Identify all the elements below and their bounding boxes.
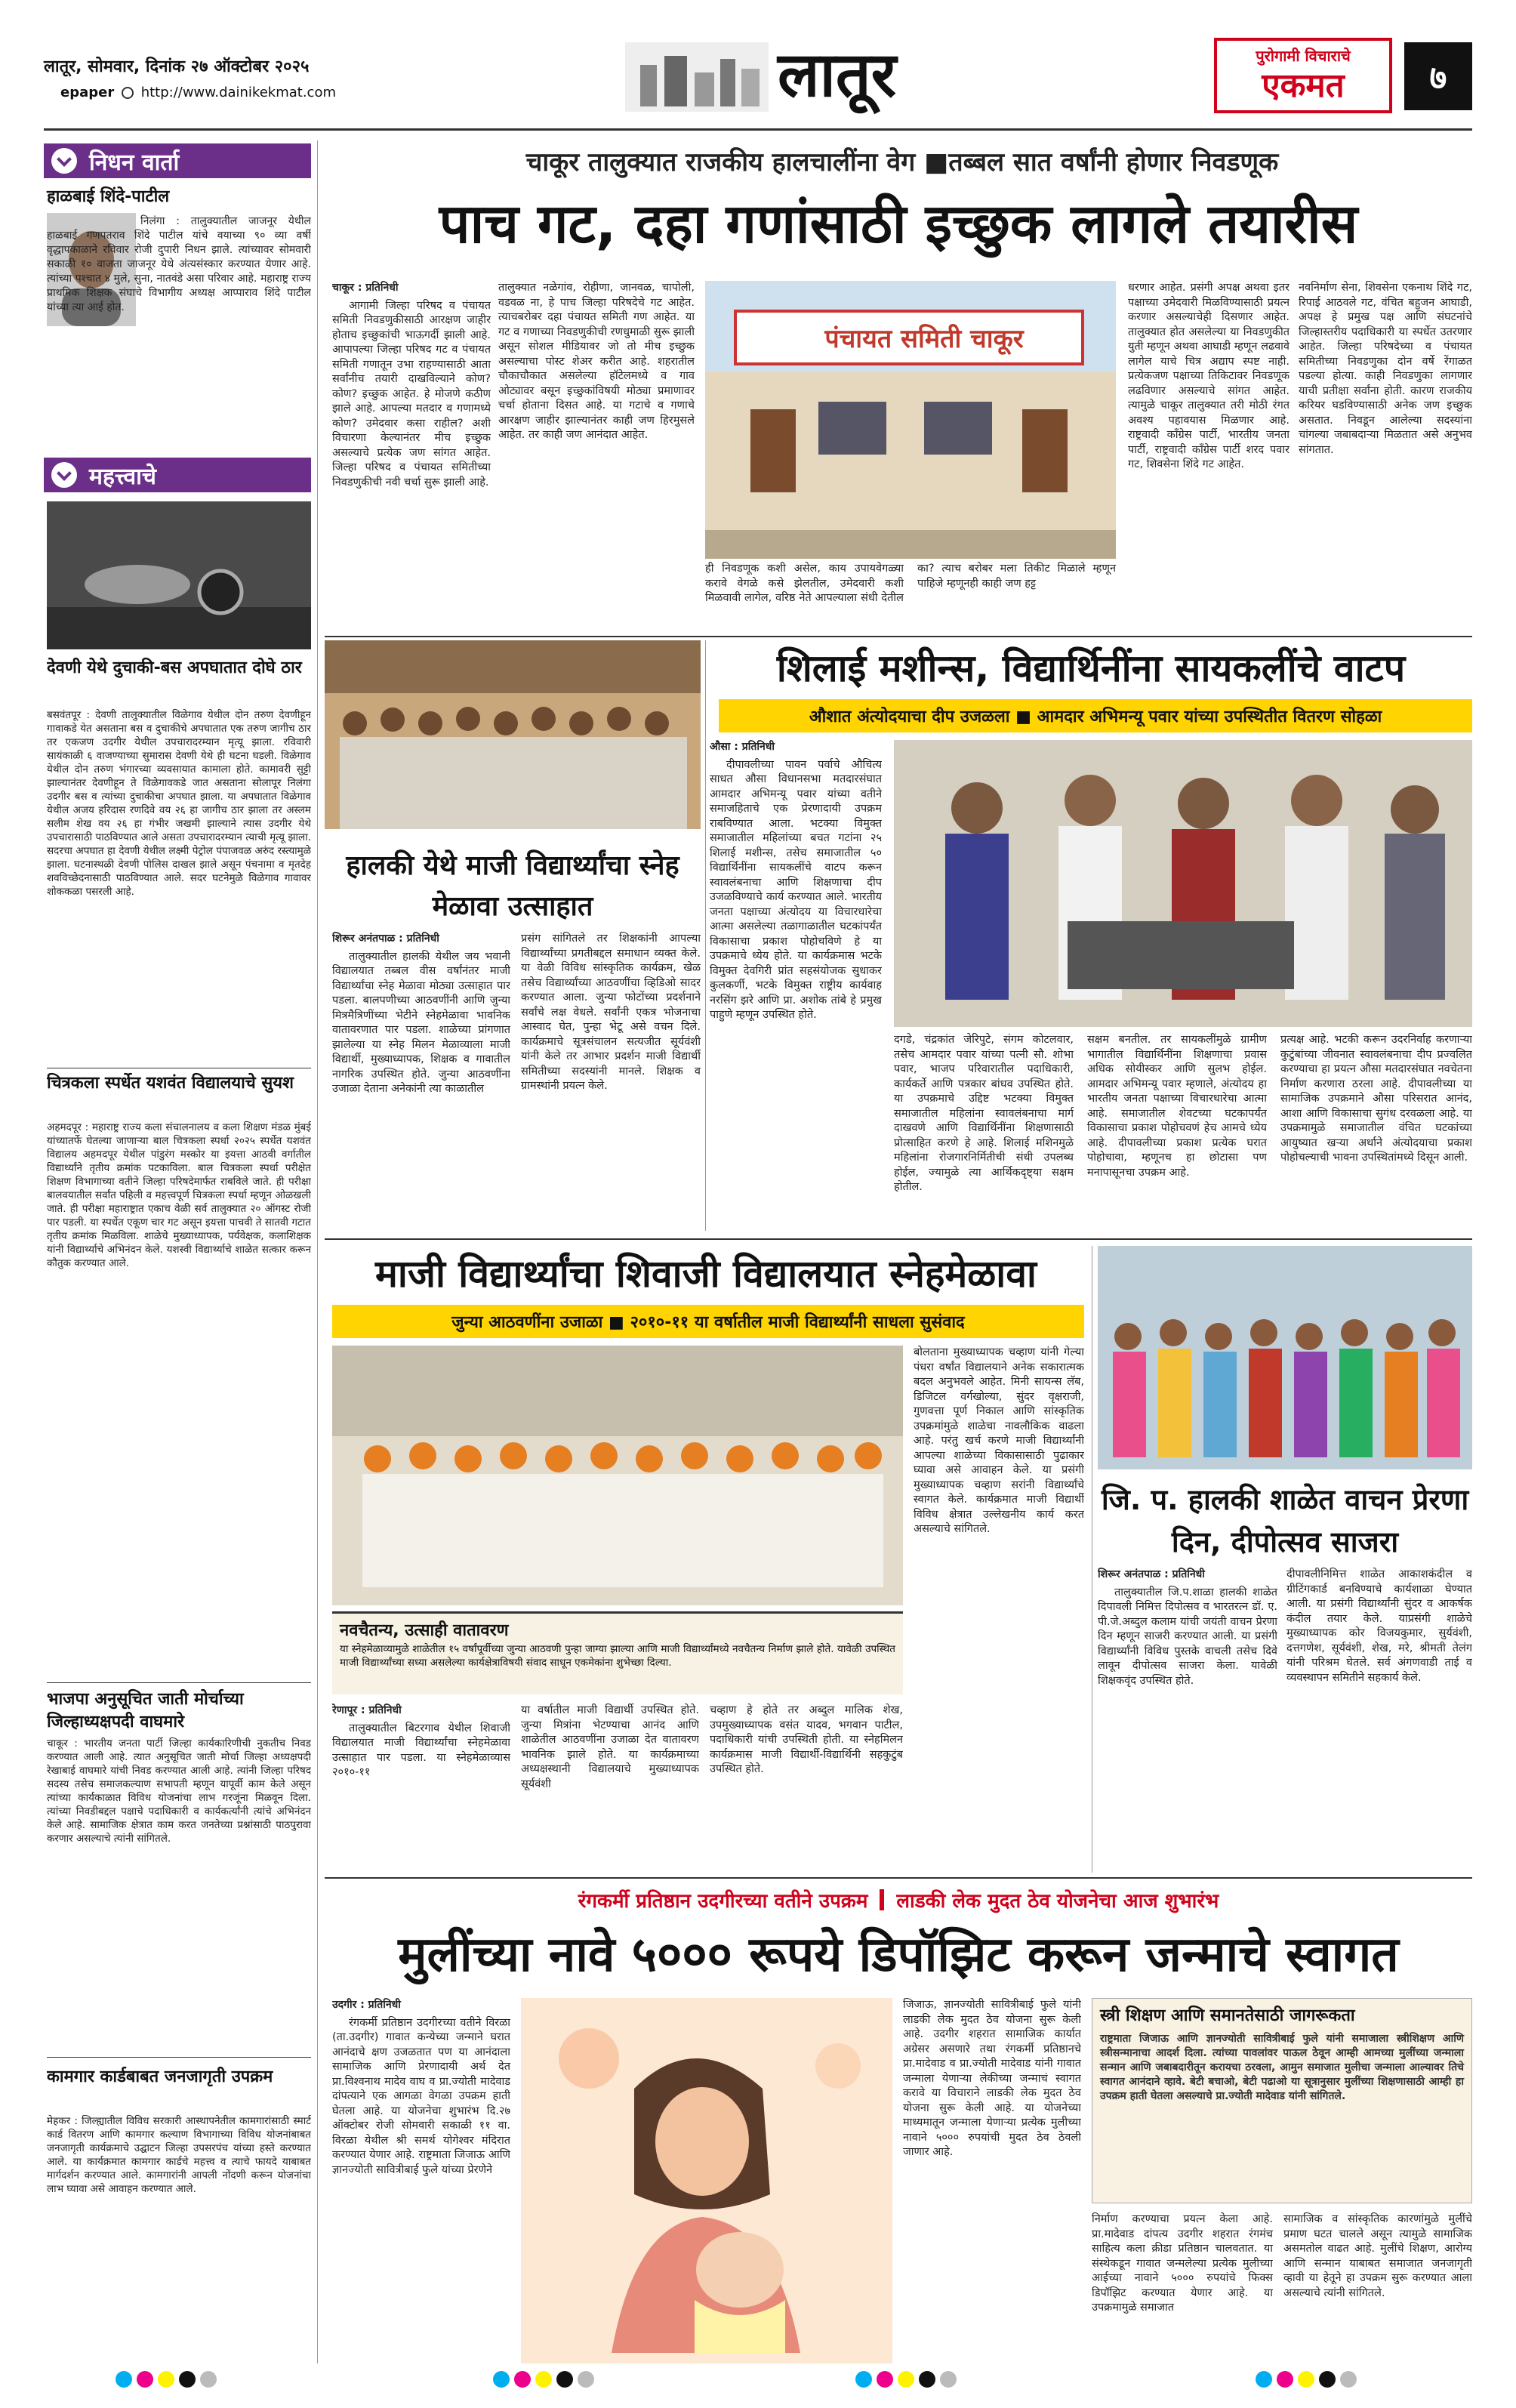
cyan-dot — [116, 2371, 132, 2388]
story5-column-2: दीपावलीनिमित्त शाळेत आकाशकंदील व ग्रीटिंगकार्ड बनविण्याचे कार्यशाळा घेण्यात आली. या प्रसंगी विद्यार्थ्यांनी सुंदर व आकर्षक कंदील तयार केले. याप्रसंगी शाळेचे मुख्याध्यापक कोर विजयकुमार, सुर्यवंशी, दत्तगणेश, सूर्यवंशी, शेख, मरे, श्रीमती तेलंग यांनी परिश्रम घेतले. सर्व अंगणवाडी ताई व व्यवस्थापन समितीने सहकार्य केले. — [1286, 1568, 1472, 1684]
story-body: बसवंतपूर : देवणी तालुक्यातील विळेगाव येथील दोन तरुण देवणीहून गावाकडे येत असताना बस व दुचाकीचे अपघातात एक तरुण जागीच ठार तर एकजण उदगीर येथील उपचारादरम्यान मृत्यू झाला. रविवारी सायंकाळी ६ वाजण्याच्या सुमारास देवणी येथे ही घटना घडली. विळेगाव येथील दोन तरुण भंगारच्या व्यवसायात कामाला होते. कामावरी सुट्टी झाल्यानंतर देवणीहून ते विळेगावकडे जात असताना सोलापूर निलंगा उदगीर बस व त्यांच्या दुचाकीचा अपघात झाला. या अपघातात विळेगाव येथील अजय हरिदास रणदिवे वय २६ हा जागीच ठार झाला तर अस्लम सलीम शेख वय २६ हा गंभीर जखमी झाल्याने त्यास उदगीर येथे उपचारासाठी पाठविण्यात आले असता उपचारादरम्यान त्याची मृत्यू झाला. सदरचा अपघात हा देवणी येथील लक्ष्मी पेट्रोल पंपाजवळ अरुंद रस्त्यामुळे झाला. घटनास्थळी देवणी पोलिस दाखल झाले असून पंचनामा व मृतदेह शवविच्छेदनासाठी पाठविण्यात आले. सदर घटनेमुळे विळेगाव गावावर शोककळा पसरली आहे. — [47, 709, 311, 898]
byline: शिरूर अनंतपाळ : प्रतिनिधी — [332, 933, 439, 945]
yellow-dot — [158, 2371, 174, 2388]
website-url[interactable]: http://www.dainikekmat.com — [140, 85, 336, 100]
story-body: चाकूर : भारतीय जनता पार्टी जिल्हा कार्यकारिणीची नुकतीच निवड करण्यात आली आहे. त्यात अनुसूचित जाती मोर्चा जिल्हा अध्यक्षपदी रेखाबाई वाघमारे यांची निवड करण्यात आली आहे. त्यांनी जिल्हा परिषद सदस्य तसेच समाजकल्याण सभापती म्हणून यापूर्वी काम केले असून त्यांच्या कार्यकाळात विविध योजनांचा लाभ गरजूंना मिळवून दिला. त्यांच्या निवडीबद्दल पक्षाचे पदाधिकारी व कार्यकर्त्यांनी त्यांचे अभिनंदन केले आहे. सामाजिक क्षेत्रात काम करत जनतेच्या प्रश्नांसाठी पाठपुरावा करणार असल्याचे त्यांनी सांगितले. — [47, 1737, 311, 1845]
masthead-rule — [44, 128, 1472, 131]
brand-box — [1214, 38, 1392, 113]
quote-title: स्त्री शिक्षण आणि समानतेसाठी जागरूकता — [1100, 2006, 1355, 2025]
story4-column-b1 — [332, 1703, 510, 1867]
lead-column-5: धरणार आहेत. प्रसंगी अपक्ष अथवा इतर पक्षाच्या उमेदवारी मिळविण्यासाठी प्रयत्न करणार असल्याचेही दिसणार आहेत. तालुक्यात होत असलेल्या या निवडणुकीत युती म्हणून अथवा आघाडी म्हणून लढवावे लागेल याचे चित्र अद्याप स्पष्ट नाही. प्रत्येकजण पक्षाच्या तिकिटावर निवडणूक लढविणार असल्याचे सांगत आहेत. त्यामुळे चाकूर तालुक्यात तरी मोठी रंगत अवश्य पहावयास मिळणार आहे. राष्ट्रवादी काँग्रेस पार्टी, भारतीय जनता पार्टी, राष्ट्रवादी काँग्रेस पार्टी शरद पवार गट, शिवसेना शिंदे गट आहेत. — [1128, 282, 1290, 470]
gray-dot — [200, 2371, 217, 2388]
magenta-dot — [137, 2371, 153, 2388]
story-title: चित्रकला स्पर्धेत यशवंत विद्यालयाचे सुयश — [47, 1074, 294, 1093]
quote-text: राष्ट्रमाता जिजाऊ आणि ज्ञानज्योती सावित्रीबाई फुले यांनी समाजाला स्त्रीशिक्षण आणि स्त्रीसन्मानाचा आदर्श दिला. त्यांच्या पावलांवर पाऊल ठेवून आम्ही आमच्या मुलींच्या जन्माला सन्मान आणि जबाबदारीतून करायचा ठरवला, आमुन समाजात मुलीचा जन्माला आल्यावर तिचे स्वागत आनंदाने व्हावे. बेटी बचाओ, बेटी पढाओ या सूत्रानुसार मुलींच्या शिक्षणासाठी आम्ही हा उपक्रम हाती घेतला असल्याचे प्रा.ज्योती मादेवाड यांनी सांगितले. — [1100, 2033, 1464, 2102]
story4-caption-title: नवचैतन्य, उत्साही वातावरण — [340, 1621, 509, 1640]
story6-column-3: निर्माण करण्याचा प्रयत्न केला आहे. प्रा.मादेवाड दांपत्य उदगीर शहरात रंगमंच साहित्य कला क्रीडा प्रतिष्ठान चालवतात. या संस्थेकडून गावात जन्मलेल्या प्रत्येक मुलीच्या आईच्या नावाने ५००० रुपयांचे फिक्स डिपॉझिट करण्यात येणार आहे. या उपक्रमामुळे समाजात — [1092, 2213, 1273, 2314]
story4-kicker: जुन्या आठवणींना उजाळा ■ २०१०-११ या वर्षातील माजी विद्यार्थ्यांनी साधला सुसंवाद — [332, 1305, 1084, 1338]
lead-column-1 — [332, 281, 491, 628]
lead-column-2: तालुक्यात नळेगांव, रोहीणा, जानवळ, चापोली, वडवळ ना, हे पाच जिल्हा परिषदेचे गट आहेत. त्याचबरोबर दहा पंचायत समिती गण आहेत. या गट व गणाच्या निवडणुकीची रणधुमाळी सुरू झाली असून सोशल मीडियावर जो तो मीच इच्छुक असल्याचा पोस्ट शेअर करीत आहे. शहरातील चौकाचौकात असलेल्या हॉटेलमध्ये व गाव ओट्यावर बसून इच्छुकांविषयी मोठ्या प्रमाणावर चर्चा होताना दिसत आहे. या गटाचे व गणाचे आरक्षण जाहीर झाल्यानंतर काही जण हिरमुसले आहेत. तर काही जण आनंदात आहेत. — [498, 282, 695, 441]
building-sign: पंचायत समिती चाकूर — [824, 324, 1024, 354]
magenta-dot — [514, 2371, 531, 2388]
byline: रेणापूर : प्रतिनिधी — [332, 1704, 402, 1716]
story2-column-2: दगडे, चंद्रकांत जेरिपुटे, संगम कोटलवार, तसेच आमदार पवार यांच्या पत्नी सौ. शोभा पवार, भाजप परिवारातील पदाधिकारी, कार्यकर्ते आणि पत्रकार बांधव उपस्थित होते. या उपक्रमाचे उद्दिष्ट भटक्या विमुक्त समाजातील महिलांना स्वावलंबनाचा मार्ग दाखवणे आणि विद्यार्थिनींना शिक्षणासाठी प्रोत्साहित करणे हे आहे. शिलाई मशिनमुळे महिलांना रोजगारनिर्मितीची संधी उपलब्ध होईल, ज्यामुळे त्या आर्थिकदृष्ट्या सक्षम होतील. — [894, 1034, 1074, 1193]
city-name: लातूर — [778, 39, 897, 111]
story3-text: तालुक्यातील हालकी येथील जय भवानी विद्यालयात तब्बल वीस वर्षांनंतर माजी विद्यार्थ्यांचा स्नेह मेळावा मोठ्या उत्साहात पार पडला. बालपणीच्या आठवणींनी आणि जुन्या मित्रमैत्रिणींच्या भेटीने स्नेहमेळावा भावनिक वातावरणात पार पडला. शाळेच्या प्रांगणात झालेल्या या स्नेह मिलन मेळाव्याला माजी विद्यार्थी, मुख्याध्यापक, शिक्षक व गावातील नागरिक उपस्थित होते. जुन्या आठवणींना उजाळा देताना अनेकांनी त्या काळातील — [332, 950, 510, 1095]
story4-caption-box — [332, 1611, 903, 1694]
story4-headline: माजी विद्यार्थ्यांचा शिवाजी विद्यालयात स्नेहमेळावा — [375, 1252, 1037, 1296]
gray-dot — [578, 2371, 594, 2388]
cyan-dot — [855, 2371, 872, 2388]
story4-photo — [332, 1346, 903, 1605]
story4-caption-text: या स्नेहमेळाव्यामुळे शाळेतील १५ वर्षांपूर्वीच्या जुन्या आठवणी पुन्हा जाग्या झाल्या आणि माजी विद्यार्थ्यांमध्ये नवचैतन्य निर्माण झाले होते. यावेळी उपस्थित माजी विद्यार्थ्यांच्या सध्या असलेल्या कार्यक्षेत्राविषयी संवाद साधून एकमेकांना शुभेच्छा दिल्या. — [340, 1643, 895, 1669]
group-photo-illustration — [325, 640, 701, 829]
chevron-down-icon — [51, 148, 77, 174]
byline: चाकूर : प्रतिनिधी — [332, 282, 399, 294]
registration-marks-left — [113, 2371, 219, 2391]
cyan-dot — [493, 2371, 510, 2388]
story3-photo — [325, 640, 701, 829]
lead-headline: पाच गट, दहा गणांसाठी इच्छुक लागले तयारीस — [439, 192, 1358, 255]
story4-column-right: बोलताना मुख्याध्यापक चव्हाण यांनी गेल्या पंधरा वर्षांत विद्यालयाने अनेक सकारात्मक बदल अनुभवले आहेत. मिनी सायन्स लॅब, डिजिटल वर्गखोल्या, सुंदर वृक्षराजी, गुणवत्ता पूर्ण निकाल आणि सांस्कृतिक उपक्रमांमुळे शाळेचा नावलौकिक वाढला आहे. परंतु खर्च करणे माजी विद्यार्थ्यांनी आपल्या शाळेच्या विकासासाठी पुढाकार घ्यावा असे आवाहन केले. या प्रसंगी मुख्याध्यापक चव्हाण सरांनी विद्यार्थ्यांचे स्वागत केले. कार्यक्रमात माजी विद्यार्थी विविध क्षेत्रात उल्लेखनीय कार्य करत असल्याचे सांगितले. — [914, 1346, 1084, 1535]
story6-headline: मुलींच्या नावे ५००० रूपये डिपॉझिट करून जन्माचे स्वागत — [398, 1927, 1399, 1983]
obit-header-label: निधन वार्ता — [89, 149, 180, 176]
obit-text: निलंगा : तालुक्यातील जाजनूर येथील हाळबाई गणपतराव शिंदे पाटील यांचे वयाच्या ९० व्या वर्षी वृद्धापकाळाने रविवार रोजी दुपारी निधन झाले. त्यांच्यावर सोमवारी सकाळी १० वाजता जाजनूर येथे अंत्यसंस्कार करण्यात येणार आहे. त्यांच्या पश्चात ४ मुले, सुना, नातवंडे असा परिवार आहे. महाराष्ट्र राज्य प्राथमिक शिक्षक संघाचे विभागीय अध्यक्ष आप्पाराव शिंदे पाटील यांच्या त्या आई होत. — [47, 215, 311, 313]
sidebar-divider — [47, 1682, 311, 1683]
obit-header — [44, 143, 311, 178]
lead-photo-text: ही निवडणूक कशी असेल, काय उपायवेगळ्या करावे वेगळे कसे झेलतील, उमेदवारी कशी मिळवावी लागेल, वरिष्ठ नेते आपल्याला संधी देतील का? त्याच बरोबर मला तिकीट मिळाले म्हणून पाहिजे म्हणूनही काही जण हट्ट — [705, 563, 1116, 604]
story4-column-b2: या वर्षातील माजी विद्यार्थी उपस्थित होते. जुन्या मित्रांना भेटण्याचा आनंद आणि शाळेतील आठवणींना उजाळा देत वातावरण भावनिक झाले होते. या कार्यक्रमाच्या अध्यक्षस्थानी विद्यालयाचे मुख्याध्यापक सूर्यवंशी — [521, 1704, 699, 1790]
distribution-illustration — [894, 740, 1472, 1027]
chevron-down-icon — [51, 462, 77, 488]
story2-column-4: प्रत्यक्ष आहे. भटकी करून उदरनिर्वाह करणाऱ्या कुटुंबांच्या जीवनात स्वावलंबनाचा दीप प्रज्वलित करण्याचा हा प्रयत्न औसा मतदारसंघात नवचेतना निर्माण करणारा ठरला आहे. दीपावलीच्या या सामाजिक उपक्रमाने औसा परिसरात आनंद, आशा आणि विकासाचा सुगंध दरवळला आहे. या उपक्रमामुळे समाजातील वंचित घटकांच्या आयुष्यात खऱ्या अर्थाने अंत्योदयाचा प्रकाश पोहोचल्याची भावना उपस्थितांमध्ये दिसून आली. — [1280, 1034, 1472, 1164]
story6-illustration — [521, 1998, 892, 2363]
story2-kicker: औशात अंत्योदयाचा दीप उजळला ■ आमदार अभिमन्यू पवार यांच्या उपस्थितीत वितरण सोहळा — [719, 699, 1472, 732]
byline: औसा : प्रतिनिधी — [710, 741, 775, 753]
byline: शिरूर अनंतपाळ : प्रतिनिधी — [1098, 1568, 1205, 1580]
epaper-label: epaper — [60, 85, 115, 100]
story-title: कामगार कार्डबाबत जनजागृती उपक्रम — [47, 2067, 273, 2086]
magenta-dot — [1277, 2371, 1293, 2388]
magenta-dot — [877, 2371, 893, 2388]
registration-marks-center-right — [853, 2371, 959, 2391]
brand-tagline: पुरोगामी विचाराचे — [1256, 47, 1351, 65]
brand-logo: एकमत — [1262, 66, 1345, 105]
black-dot — [556, 2371, 573, 2388]
lead-text: आगामी जिल्हा परिषद व पंचायत समिती निवडणुकीसाठी आरक्षण जाहीर होताच इच्छुकांची भाऊगर्दी झाली आहे. आपापल्या जिल्हा परिषद गट व पंचायत समिती गणातून उभा राहण्यासाठी आता सर्वांनीच तयारी दाखविल्याने कोण? कोण? इच्छुक आहेत. हे मोजणे कठीण झाले आहे. आपल्या मतदार व गणामध्ये कोण? उमेदवार कसा राहील? अशी विचारणा केल्यानंतर मीच इच्छुक असल्याचे प्रत्येक जण सांगत आहेत. जिल्हा परिषद व पंचायत समितीच्या निवडणुकीची नवी चर्चा सुरू झाली आहे. — [332, 299, 491, 489]
accident-photo — [47, 501, 311, 649]
event-banner — [325, 1885, 1472, 1915]
story-body: अहमदपूर : महाराष्ट्र राज्य कला संचालनालय व कला शिक्षण मंडळ मुंबई यांच्यातर्फे घेतल्या जाणाऱ्या बाल चित्रकला स्पर्धा २०२५ स्पर्धेत यशवंत विद्यालय अहमदपूर येथील पांडुरंग मस्कोर या इयत्ता आठवी वर्गातील विद्यार्थ्यांने तृतीय क्रमांक पटकाविला. बाल चित्रकला स्पर्धा परीक्षेत शिक्षण विभागाच्या वतीने जिल्हा परिषदेमार्फत राबविले जाते. ही परीक्षा बालवयातील सर्वांत पहिली व महत्त्वपूर्ण चित्रकला स्पर्धा म्हणून ओळखली जाते. ही परीक्षा महाराष्ट्रात एकाच वेळी सर्व तालुक्यात २० ऑगस्ट रोजी पार पडली. या स्पर्धेत एकूण चार गट असून इयत्ता पाचवी ते सातवी गटात तृतीय क्रमांक मिळविला. शाळेचे मुख्याध्यापक, पर्यवेक्षक, कलाशिक्षक यांनी विद्यार्थ्याचे अभिनंदन केले. यशस्वी विद्यार्थ्याचे शाळेत सत्कार करून कौतुक करण्यात आले. — [47, 1121, 311, 1269]
story2-photo — [894, 740, 1472, 1027]
yellow-dot — [1298, 2371, 1314, 2388]
mother-child-illustration — [521, 1998, 892, 2363]
panchayat-photo — [705, 281, 1116, 559]
column-rule — [705, 640, 706, 1231]
children-photo-illustration — [1098, 1246, 1472, 1469]
yellow-dot — [898, 2371, 914, 2388]
section-rule — [325, 1238, 1472, 1240]
page-number: ७ — [1404, 42, 1472, 110]
obit-name: हाळबाई शिंदे-पाटील — [47, 187, 170, 206]
story4-column-b3: चव्हाण हे होते तर अब्दुल मालिक शेख, उपमुख्याध्यापक वसंत यादव, भगवान पाटील, पदाधिकारी यांची उपस्थिती होती. या स्नेहमिलन कार्यक्रमास माजी विद्यार्थी-विद्यार्थिनी सहकुटुंब उपस्थित होते. — [710, 1704, 903, 1775]
story2-headline: शिलाई मशीन्स, विद्यार्थिनींना सायकलींचे वाटप — [776, 646, 1406, 690]
story3-headline: हालकी येथे माजी विद्यार्थ्यांचा स्नेह मेळावा उत्साहात — [346, 850, 679, 922]
registration-marks-center-left — [491, 2371, 596, 2391]
story-title: देवणी येथे दुचाकी-बस अपघातात दोघे ठार — [47, 658, 302, 677]
section-rule — [325, 1877, 1472, 1879]
story5-text: तालुक्यातील जि.प.शाळा हालकी शाळेत दिपावली निमित्त दिपोत्सव व भारतरत्न डॉ. ए. पी.जे.अब्दुल कलाम यांची जयंती वाचन प्रेरणा दिन म्हणून साजरी करण्यात आली. या प्रसंगी विद्यार्थ्यांनी विविध पुस्तके वाचली तसेच दिवे लावून दीपोत्सव साजरा केला. यावेळी शिक्षकवृंद उपस्थित होते. — [1098, 1586, 1277, 1687]
story6-column-1 — [332, 1998, 510, 2363]
registration-marks-right — [1253, 2371, 1359, 2391]
section-rule — [325, 636, 1472, 637]
lead-kicker: चाकूर तालुक्यात राजकीय हालचालींना वेग ■तब्बल सात वर्षांनी होणार निवडणूक — [525, 147, 1279, 177]
story-body: मेहकर : जिल्ह्यातील विविध सरकारी आस्थापनेतील कामगारांसाठी स्मार्ट कार्ड वितरण आणि कामगार कल्याण विभागाच्या विविध योजनांबाबत जनजागृती कार्यक्रमाचे उद्घाटन जिल्हा उपसरपंच यांच्या हस्ते करण्यात आले. या कार्यक्रमात कामगार कार्डचे महत्त्व व त्याचे फायदे याबाबत मार्गदर्शन करण्यात आले. कामगारांनी आपली नोंदणी करून योजनांचा लाभ घ्यावा असे आवाहन करण्यात आले. — [47, 2115, 311, 2195]
story-title: भाजपा अनुसूचित जाती मोर्चाच्या जिल्हाध्यक्षपदी वाघमारे — [47, 1690, 244, 1731]
globe-icon — [122, 87, 134, 99]
story6-quote-box — [1092, 1998, 1472, 2203]
gray-dot — [940, 2371, 957, 2388]
story3-column-2: प्रसंग सांगितले तर शिक्षकांनी आपल्या विद्यार्थ्यांच्या प्रगतीबद्दल समाधान व्यक्त केले. या वेळी विविध सांस्कृतिक कार्यक्रम, खेळ तसेच विद्यार्थ्यांच्या आठवणींचा व्हिडिओ सादर करण्यात आला. जुन्या फोटोंच्या प्रदर्शनाने सर्वांचे लक्ष वेधले. सर्वांनी एकत्र भोजनाचा आस्वाद घेत, पुन्हा भेटू असे वचन दिले. कार्यक्रमाचे सूत्रसंचालन सत्यजीत सूर्यवंशी यांनी केले तर आभार प्रदर्शन माजी विद्यार्थी समितीच्या सदस्यांनी मानले. शिक्षक व ग्रामस्थांनी प्रयत्न केले. — [521, 933, 701, 1092]
story4-text: तालुक्यातील बिटरगाव येथील शिवाजी विद्यालयात माजी विद्यार्थ्यांचा स्नेहमेळावा उत्साहात पार पडला. या स्नेहमेळाव्यास २०१०-११ — [332, 1722, 510, 1778]
black-dot — [919, 2371, 935, 2388]
story5-headline: जि. प. हालकी शाळेत वाचन प्रेरणा दिन, दीपोत्सव साजरा — [1101, 1483, 1469, 1559]
sidebar-divider — [47, 2057, 311, 2058]
story2-column-1 — [710, 740, 882, 1231]
byline: उदगीर : प्रतिनिधी — [332, 1999, 401, 2011]
sidebar-rule — [317, 140, 318, 2363]
city-illustration — [625, 42, 769, 112]
lead-column-6: नवनिर्माण सेना, शिवसेना एकनाथ शिंदे गट, रिपाई आठवले गट, वंचित बहुजन आघाडी, अपक्ष हे प्रमुख पक्ष आणि संघटनांचे जिल्हास्तरीय पदाधिकारी या स्पर्धेत उतरणार आहेत. जिल्हा परिषदेच्या व पंचायत समितीच्या निवडणुका दोन वर्षे रेंगाळत पडल्या होत्या. काही निवडणुका लागणार याची प्रतीक्षा सर्वांना होती. कारण राजकीय करियर घडविण्यासाठी अनेक जण इच्छुक असतात. निवडून आलेल्या सदस्यांना चांगल्या जबाबदाऱ्या मिळतात असे अनुभव सांगतात. — [1299, 282, 1472, 456]
story2-column-3: सक्षम बनतील. तर सायकलींमुळे ग्रामीण भागातील विद्यार्थिनींना शिक्षणाचा प्रवास अधिक सोयीस्कर आणि सुलभ होईल. आमदार अभिमन्यू पवार म्हणाले, अंत्योदय हा भारतीय जनता पक्षाच्या विचारधारेचा आत्मा आहे. समाजातील शेवटच्या घटकापर्यंत विकासाचा प्रकाश पोहोचवणं हेच आमचे ध्येय आहे. दीपावलीच्या प्रकाश प्रत्येक घरात पोहोचावा, म्हणूनच हा छोटासा पण मनापासूनचा उपक्रम आहे. — [1087, 1034, 1267, 1179]
story6-text: रंगकर्मी प्रतिष्ठान उदगीरच्या वतीने विरळा (ता.उदगीर) गावात कन्येच्या जन्माने घरात आनंदाचे क्षण उजळतात पण या आनंदाला सामाजिक आणि प्रेरणादायी अर्थ देत प्रा.विश्वनाथ मादेव वाघ व प्रा.ज्योती मादेवाड दांपत्याने एक आगळा वेगळा उपक्रम हाती घेतला आहे. या योजनेचा शुभारंभ दि.२७ ऑक्टोबर रोजी सोमवारी सकाळी ११ वा. विरळा येथील श्री समर्थ योगेश्वर मंदिरात करण्यात येणार आहे. राष्ट्रमाता जिजाऊ आणि ज्ञानज्योती सावित्रीबाई फुले यांच्या प्रेरणेने — [332, 2016, 510, 2176]
reunion-photo-illustration — [332, 1346, 903, 1605]
cyan-dot — [1256, 2371, 1272, 2388]
banner-right: लाडकी लेक मुदत ठेव योजनेचा आज शुभारंभ — [896, 1890, 1219, 1913]
black-dot — [1319, 2371, 1336, 2388]
important-header — [44, 458, 311, 492]
story5-photo — [1098, 1246, 1472, 1469]
story3-column-1 — [332, 932, 510, 1231]
dateline: लातूर, सोमवार, दिनांक २७ ऑक्टोबर २०२५ — [44, 57, 310, 76]
banner-left: रंगकर्मी प्रतिष्ठान उदगीरच्या वतीने उपक्रम — [578, 1890, 868, 1913]
yellow-dot — [535, 2371, 552, 2388]
black-dot — [179, 2371, 196, 2388]
story6-column-2: जिजाऊ, ज्ञानज्योती सावित्रीबाई फुले यांनी लाडकी लेक मुदत ठेव योजना सुरू केली आहे. उदगीर शहरात सामाजिक कार्यात अग्रेसर असणारे तथा रंगकर्मी प्रतिष्ठानचे प्रा.मादेवाड व प्रा.ज्योती मादेवाड यांनी गावात जन्माला येणाऱ्या लेकीच्या जन्माचं स्वागत करावे या विचाराने लाडकी लेक मुदत ठेव योजना सुरू केली आहे. या योजनेच्या माध्यमातून जन्माला येणाऱ्या प्रत्येक मुलीच्या नावाने ५००० रुपयांची मुदत ठेव ठेवली जाणार आहे. — [903, 1999, 1081, 2158]
gray-dot — [1340, 2371, 1357, 2388]
important-header-label: महत्त्वाचे — [89, 463, 156, 490]
story6-column-4: सामाजिक व सांस्कृतिक कारणांमुळे मुलींचे प्रमाण घटत चालले असून त्यामुळे सामाजिक असमतोल वाढत आहे. मुलींचे शिक्षण, आरोग्य आणि सन्मान याबाबत समाजात जनजागृती व्हावी या हेतूने हा उपक्रम सुरू करण्यात आला असल्याचे त्यांनी सांगितले. — [1283, 2213, 1472, 2299]
banner-divider — [880, 1889, 884, 1910]
story2-text: दीपावलीच्या पावन पर्वाचे औचित्य साधत औसा विधानसभा मतदारसंघात आमदार अभिमन्यू पवार यांच्या वतीने समाजहिताचे एक प्रेरणादायी उपक्रम राबविण्यात आला. भटक्या विमुक्त समाजातील महिलांच्या बचत गटांना २५ शिलाई मशीन्स, तसेच समाजातील ५० विद्यार्थिनींना सायकलींचे वाटप करून स्वावलंबनाचा आणि शिक्षणाचा दीप उजळविण्याचे कार्य करण्यात आले. भारतीय जनता पक्षाच्या अंत्योदय या विचारधारेचा आत्मा असलेल्या तळागाळातील घटकांपर्यंत विकासाचा प्रकाश पोहोचविणे हे या उपक्रमाचे ध्येय होते. या कार्यक्रमास भटके विमुक्त देवगिरी प्रांत सहसंयोजक सुधाकर कुलकर्णी, भटके विमुक्त राष्ट्रीय कार्यवाह नरसिंग झरे आणि प्रा. अशोक तांबे हे प्रमुख पाहुणे म्हणून उपस्थित होते. — [710, 758, 882, 1021]
story5-column-1 — [1098, 1568, 1277, 1867]
epaper-link[interactable] — [60, 85, 336, 100]
